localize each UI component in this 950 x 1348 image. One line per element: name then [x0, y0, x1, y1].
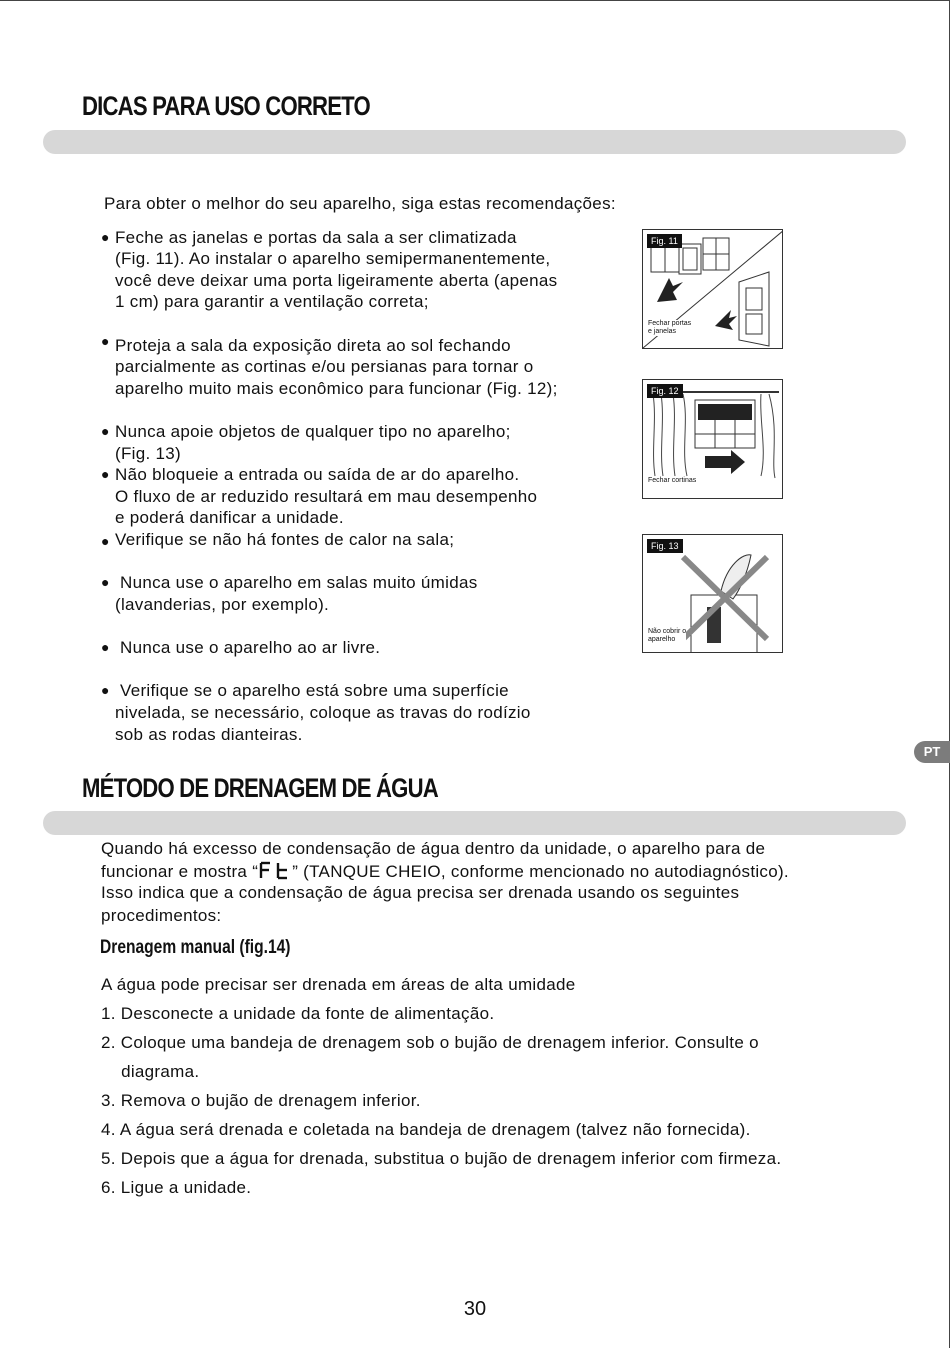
tip-line: Verifique se o aparelho está sobre uma superfície — [120, 681, 509, 700]
figure-13-caption — [648, 628, 686, 644]
tip-line: Nunca use o aparelho ao ar livre. — [120, 638, 381, 657]
section-divider-bar — [43, 811, 906, 835]
caption-line: Não cobrir o — [648, 628, 687, 635]
bullet-icon: ● — [101, 423, 110, 439]
tip-line: Feche as janelas e portas da sala a ser climatizada — [115, 228, 517, 247]
caption-line: Fechar cortinas — [648, 477, 697, 484]
drainage-step: 1. Desconecte a unidade da fonte de alimentação. — [101, 1004, 495, 1023]
tip-line: você deve deixar uma porta ligeiramente aberta (apenas — [115, 271, 558, 290]
manual-drainage-intro: A água pode precisar ser drenada em áreas de alta umidade — [101, 975, 576, 994]
tip-line: sob as rodas dianteiras. — [115, 725, 303, 744]
tip-line: parcialmente as cortinas e/ou persianas para tornar o — [115, 357, 534, 376]
page-number: 30 — [463, 1298, 487, 1320]
section-title-tips: DICAS PARA USO CORRETO — [82, 91, 370, 121]
tip-line: Proteja a sala da exposição direta ao sol fechando — [115, 336, 511, 355]
figure-11-tag: Fig. 11 — [647, 234, 682, 248]
drainage-step: 6. Ligue a unidade. — [101, 1178, 252, 1197]
section-title-drainage: MÉTODO DE DRENAGEM DE ÁGUA — [82, 773, 438, 803]
tip-line: O fluxo de ar reduzido resultará em mau desempenho — [115, 487, 538, 506]
bullet-icon: ● — [101, 682, 110, 698]
drainage-step-continuation: diagrama. — [101, 1062, 200, 1081]
para-text: funcionar e mostra “ — [101, 862, 259, 881]
drainage-step: 3. Remova o bujão de drenagem inferior. — [101, 1091, 421, 1110]
drainage-para-line: Quando há excesso de condensação de água dentro da unidade, o aparelho para de — [101, 839, 766, 858]
tip-line: Verifique se não há fontes de calor na sala; — [115, 530, 455, 549]
language-tab-badge: PT — [914, 741, 950, 763]
bullet-icon: ● — [101, 229, 110, 245]
caption-line: Fechar portas — [648, 320, 692, 327]
drainage-step: 2. Coloque uma bandeja de drenagem sob o bujão de drenagem inferior. Consulte o — [101, 1033, 759, 1052]
tip-line: (Fig. 11). Ao instalar o aparelho semipermanentemente, — [115, 249, 551, 268]
drainage-para-line: Isso indica que a condensação de água precisa ser drenada usando os seguintes — [101, 883, 740, 902]
figure-11-caption — [648, 320, 691, 336]
drainage-step: 4. A água será drenada e coletada na bandeja de drenagem (talvez não fornecida). — [101, 1120, 751, 1139]
tip-line: aparelho muito mais econômico para funcionar (Fig. 12); — [115, 379, 558, 398]
figure-13 — [642, 534, 783, 653]
tip-line: Nunca use o aparelho em salas muito úmidas — [120, 573, 478, 592]
bullet-icon: ● — [101, 333, 110, 349]
tip-line: Nunca apoie objetos de qualquer tipo no aparelho; — [115, 422, 511, 441]
manual-drainage-subheading: Drenagem manual (fig.14) — [100, 937, 291, 958]
section-divider-bar — [43, 130, 906, 154]
tip-line: 1 cm) para garantir a ventilação correta; — [115, 292, 429, 311]
bullet-icon: ● — [101, 574, 110, 590]
tip-line: (lavanderias, por exemplo). — [115, 595, 330, 614]
bullet-icon: ● — [101, 533, 110, 549]
figure-12 — [642, 379, 783, 499]
tips-intro: Para obter o melhor do seu aparelho, siga estas recomendações: — [104, 194, 616, 213]
tip-line: Não bloqueie a entrada ou saída de ar do aparelho. — [115, 465, 520, 484]
drainage-para-line: procedimentos: — [101, 906, 222, 925]
figure-12-caption — [648, 477, 696, 485]
drainage-para-line-with-code — [101, 860, 789, 883]
figure-13-tag: Fig. 13 — [647, 539, 683, 553]
tip-line: nivelada, se necessário, coloque as travas do rodízio — [115, 703, 531, 722]
caption-line: e janelas — [648, 328, 677, 335]
bullet-icon: ● — [101, 466, 110, 482]
drainage-step: 5. Depois que a água for drenada, substitua o bujão de drenagem inferior com firmeza. — [101, 1149, 782, 1168]
para-text: ” (TANQUE CHEIO, conforme mencionado no autodiagnóstico). — [292, 862, 789, 881]
figure-11 — [642, 229, 783, 349]
full-tank-display-code-icon — [258, 860, 292, 880]
tip-line: e poderá danificar a unidade. — [115, 508, 344, 527]
bullet-icon: ● — [101, 639, 110, 655]
tip-line: (Fig. 13) — [115, 444, 181, 463]
caption-line: aparelho — [648, 636, 676, 643]
figure-12-tag: Fig. 12 — [647, 384, 683, 398]
page-border-top — [0, 0, 950, 1]
